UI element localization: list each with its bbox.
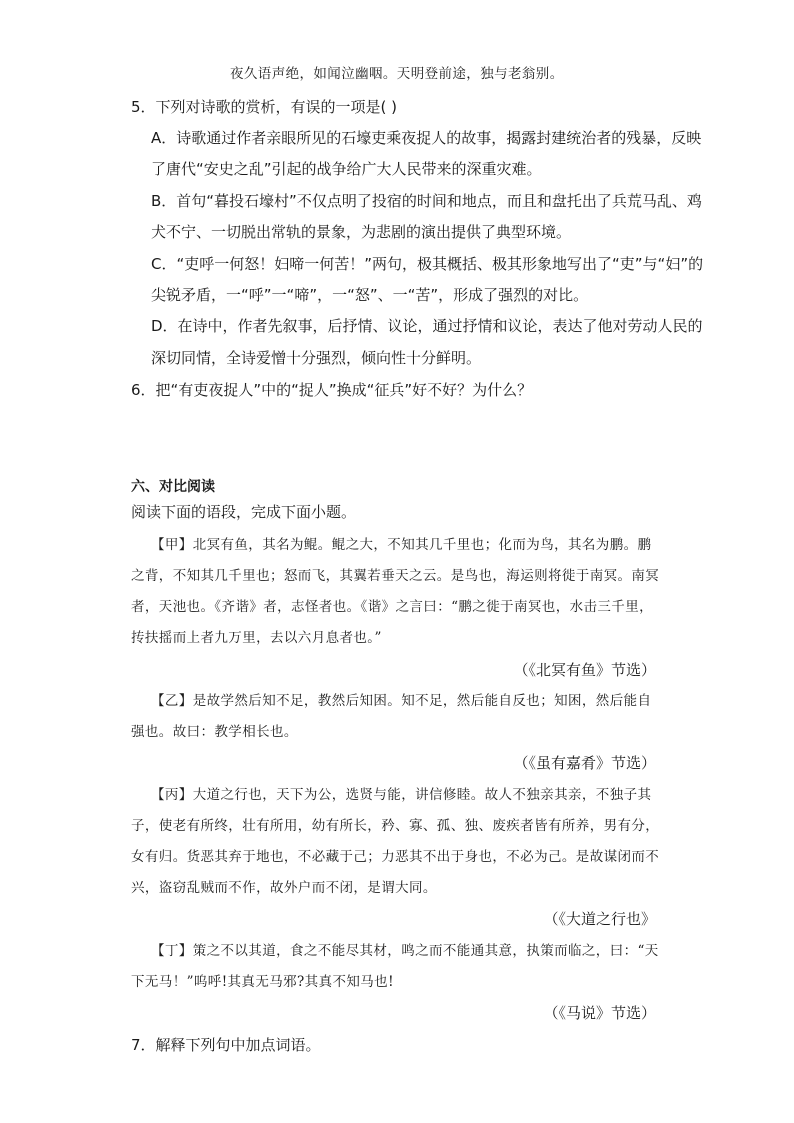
- passage-jia-line-3: 者，天池也。《齐谐》者，志怪者也。《谐》之言曰：“鹏之徙于南冥也，水击三千里，: [131, 599, 654, 615]
- option-c-line-2: 尖锐矛盾，一“呼”一“啼”，一“怒”、一“苦”，形成了强烈的对比。: [151, 286, 589, 304]
- section-6-title: 六、对比阅读: [131, 479, 215, 495]
- question-7: 7．解释下列句中加点词语。: [131, 1036, 321, 1054]
- passage-bing-line-2: 子，使老有所终，壮有所用，幼有所长，矜、寡、孤、独、废疾者皆有所养，男有分，: [131, 818, 660, 834]
- option-a-line-2: 了唐代“安史之乱”引起的战争给广大人民带来的深重灾难。: [151, 160, 542, 178]
- passage-jia-line-2: 之背，不知其几千里也；怒而飞，其翼若垂天之云。是鸟也，海运则将徙于南冥。南冥: [131, 568, 660, 584]
- passage-bing-line-1: 【丙】大道之行也，天下为公，选贤与能，讲信修睦。故人不独亲其亲，不独子其: [151, 787, 652, 803]
- option-c-line-1: C．“吏呼一何怒！妇啼一何苦！”两句，极其概括、极其形象地写出了“吏”与“妇”的: [151, 255, 704, 273]
- passage-yi-source: （《虽有嘉肴》节选）: [513, 754, 656, 772]
- passage-ding-line-2: 下无马！”呜呼!其真无马邪?其真不知马也!: [131, 974, 394, 990]
- option-d-line-1: D．在诗中，作者先叙事，后抒情、议论，通过抒情和议论，表达了他对劳动人民的: [151, 317, 703, 335]
- section-6-instruction: 阅读下面的语段，完成下面小题。: [131, 503, 357, 521]
- option-b-line-1: B．首句“暮投石壕村”不仅点明了投宿的时间和地点，而且和盘托出了兵荒马乱、鸡: [151, 192, 702, 210]
- passage-ding-line-1: 【丁】策之不以其道，食之不能尽其材，鸣之而不能通其意，执策而临之，曰：“天: [151, 943, 659, 959]
- question-6: 6．把“有吏夜捉人”中的“捉人”换成“征兵”好不好？为什么？: [131, 381, 533, 399]
- question-5-stem: 5．下列对诗歌的赏析，有误的一项是( ): [131, 98, 398, 116]
- passage-jia-line-1: 【甲】北冥有鱼，其名为鲲。鲲之大，不知其几千里也；化而为鸟，其名为鹏。鹏: [151, 537, 652, 553]
- passage-ding-source: （《马说》节选）: [543, 1004, 656, 1022]
- passage-bing-source: （《大道之行也》: [543, 910, 656, 928]
- option-b-line-2: 犬不宁、一切脱出常轨的景象，为悲剧的演出提供了典型环境。: [151, 223, 572, 241]
- passage-bing-line-4: 兴，盗窃乱贼而不作，故外户而不闭，是谓大同。: [131, 880, 437, 896]
- passage-yi-line-2: 强也。故曰：教学相长也。: [131, 724, 298, 740]
- passage-bing-line-3: 女有归。货恶其弃于地也，不必藏于己；力恶其不出于身也，不必为己。是故谋闭而不: [131, 849, 660, 865]
- passage-yi-line-1: 【乙】是故学然后知不足，教然后知困。知不足，然后能自反也；知困，然后能自: [151, 693, 652, 709]
- passage-jia-source: （《北冥有鱼》节选）: [513, 661, 656, 679]
- option-d-line-2: 深切同情，全诗爱憎十分强烈，倾向性十分鲜明。: [151, 349, 482, 367]
- passage-jia-line-4: 抟扶摇而上者九万里，去以六月息者也。”: [131, 630, 382, 646]
- poem-closing-lines: 夜久语声绝，如闻泣幽咽。天明登前途，独与老翁别。: [230, 66, 564, 82]
- option-a-line-1: A．诗歌通过作者亲眼所见的石壕吏乘夜捉人的故事，揭露封建统治者的残暴，反映: [151, 129, 702, 147]
